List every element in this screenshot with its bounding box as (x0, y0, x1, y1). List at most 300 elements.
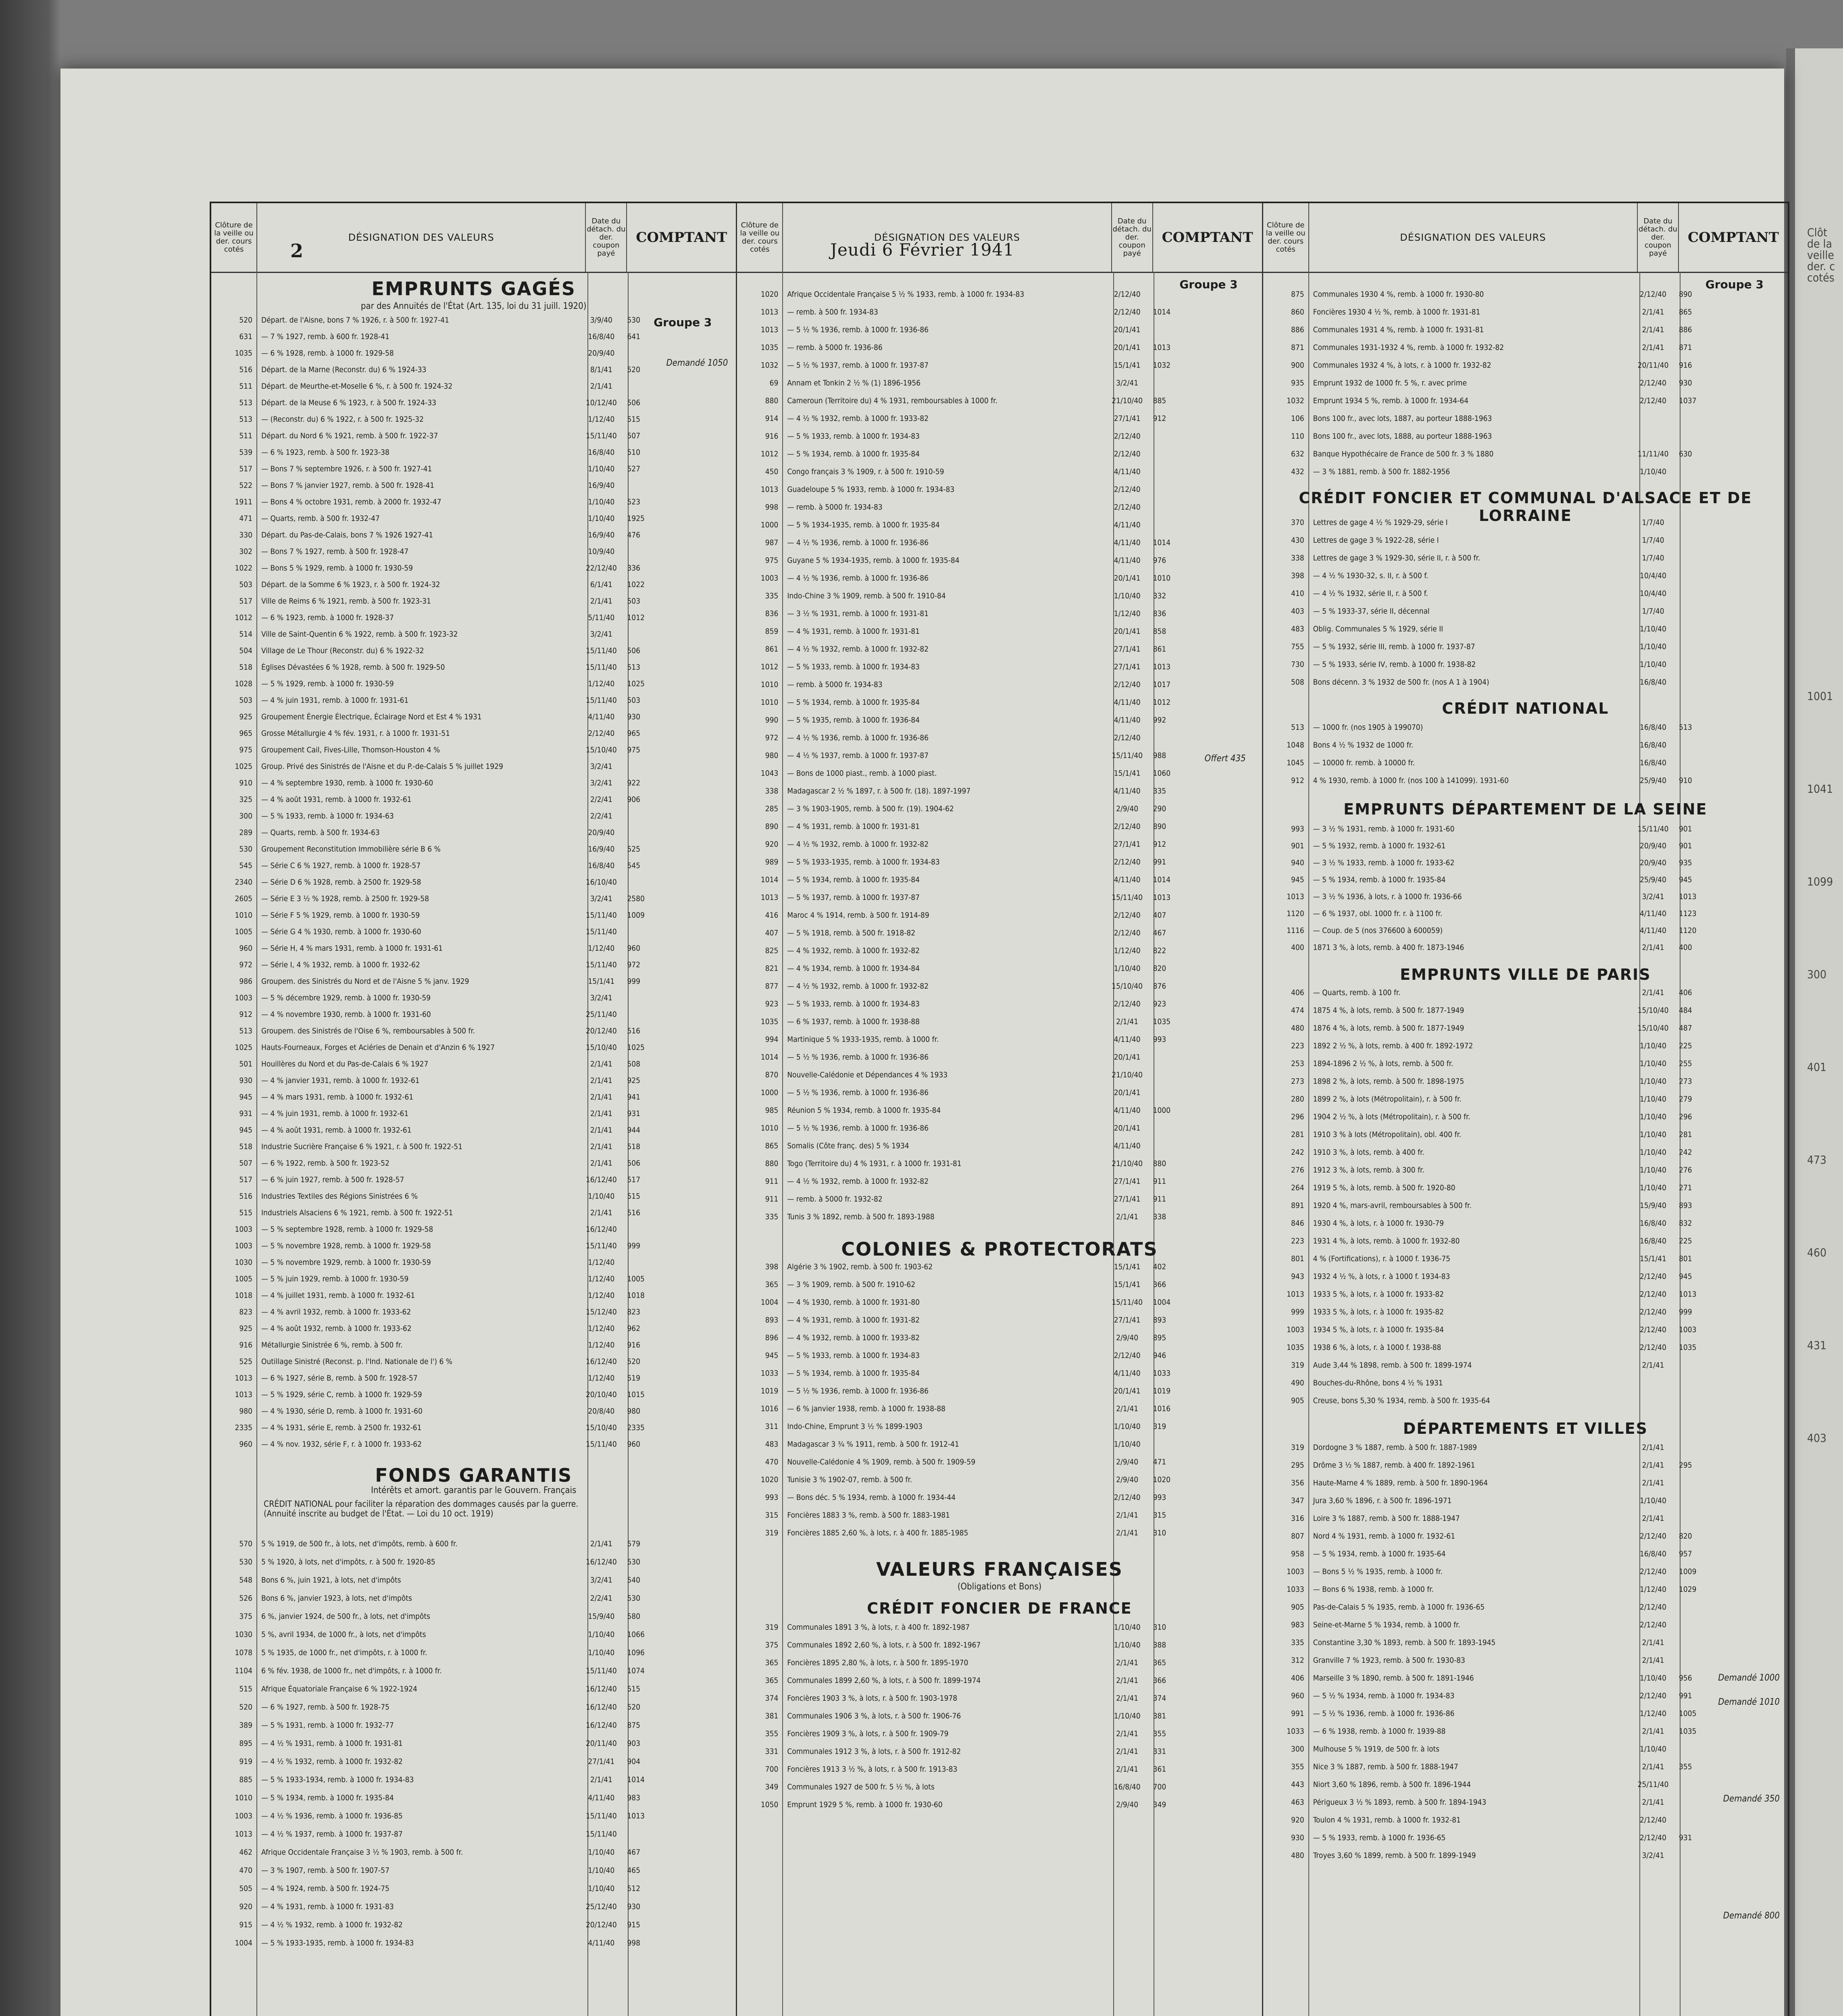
coupon-date: 27/1/41 (588, 1757, 615, 1766)
table-row (737, 1529, 1262, 1537)
cash-price: 801 (1678, 1254, 1692, 1263)
previous-close: 530 (239, 845, 252, 854)
security-name: — 5 % 1929, série C, remb. à 1000 fr. 1929-59 (261, 1390, 422, 1399)
previous-close: 1010 (235, 1793, 252, 1802)
column-3 (1263, 203, 1788, 2016)
previous-close: 349 (765, 1783, 779, 1791)
coupon-date: 25/12/40 (585, 1902, 617, 1911)
table-row (211, 646, 736, 655)
security-name: — 4 ½ % 1936, remb. à 1000 fr. 1936-86 (787, 574, 929, 583)
previous-close: 920 (239, 1902, 252, 1911)
previous-close: 930 (1291, 1833, 1304, 1842)
table-row (737, 1783, 1262, 1791)
cash-price: 901 (1678, 841, 1692, 850)
coupon-date: 2/1/41 (1116, 1765, 1139, 1774)
coupon-date: 2/12/40 (1114, 290, 1141, 299)
previous-close: 514 (239, 630, 252, 639)
coupon-date: 1/12/40 (1114, 609, 1141, 618)
coupon-date: 2/1/41 (1116, 1676, 1139, 1685)
previous-close: 300 (1291, 1745, 1304, 1754)
table-row (1263, 758, 1788, 767)
table-row (737, 503, 1262, 512)
security-name: Bons 6 %, janvier 1923, à lots, net d'impôts (261, 1594, 412, 1603)
cash-price: 1015 (627, 1390, 645, 1399)
table-row (1263, 1343, 1788, 1352)
credit-national-note: CRÉDIT NATIONAL pour faciliter la réparation des dommages causés par la guerre. (Annuité inscrite au budget de l'État. — Loi du 10 oct. 1919) (264, 1499, 579, 1518)
demand-note: Demandé 1010 (1718, 1697, 1780, 1707)
coupon-date: 2/2/41 (590, 795, 612, 804)
table-row (737, 858, 1262, 866)
table-row (737, 1712, 1262, 1720)
table-row (1263, 1254, 1788, 1263)
previous-close: 264 (1291, 1183, 1304, 1192)
security-name: Indo-Chine, Emprunt 3 ½ % 1899-1903 (787, 1422, 923, 1431)
section-subtitle: Intérêts et amort. garantis par le Gouvern. Français (371, 1485, 577, 1495)
security-name: — 4 % 1924, remb. à 500 fr. 1924-75 (261, 1884, 389, 1893)
security-name: — 4 % mars 1931, remb. à 1000 fr. 1932-61 (261, 1093, 414, 1102)
table-row (1263, 325, 1788, 334)
security-name: — 5 % 1933, remb. à 1000 fr. 1934-83 (787, 432, 920, 441)
coupon-date: 2/12/40 (1640, 1308, 1666, 1316)
security-name: — 4 ½ % 1936, remb. à 1000 fr. 1936-86 (787, 733, 929, 742)
security-name: Madagascar 2 ½ % 1897, r. à 500 fr. (18). 1897-1997 (787, 787, 971, 796)
table-row (211, 878, 736, 887)
table-row (211, 696, 736, 705)
coupon-date: 16/8/40 (1114, 1783, 1141, 1791)
coupon-date: 4/11/40 (1114, 467, 1141, 476)
previous-close: 1050 (760, 1800, 779, 1809)
coupon-date: 1/7/40 (1642, 607, 1664, 616)
coupon-date: 2/2/41 (590, 812, 612, 821)
table-row (211, 382, 736, 391)
security-name: 1932 4 ½ %, à lots, r. à 1000 f. 1934-83 (1313, 1272, 1450, 1281)
coupon-date: 2/12/40 (1640, 1567, 1666, 1576)
cash-price: 861 (1153, 645, 1166, 654)
demand-note: Demandé 350 (1723, 1794, 1780, 1804)
security-name: Communales 1899 2,60 %, à lots, r. à 500 fr. 1899-1974 (787, 1676, 981, 1685)
table-row (737, 1765, 1262, 1774)
security-name: — 5 % 1935, remb. à 1000 fr. 1936-84 (787, 716, 920, 725)
security-name: — remb. à 500 fr. 1934-83 (787, 308, 878, 317)
coupon-date: 1/12/40 (588, 679, 615, 688)
section-title: EMPRUNTS DÉPARTEMENT DE LA SEINE (1343, 800, 1708, 818)
coupon-date: 3/2/41 (590, 779, 612, 787)
table-row (1263, 1709, 1788, 1718)
security-name: — 6 % 1937, remb. à 1000 fr. 1938-88 (787, 1017, 920, 1026)
coupon-date: 2/12/40 (1640, 290, 1666, 299)
table-row (737, 627, 1262, 636)
security-name: Afrique Occidentale Française 3 ½ % 1903, remb. à 500 fr. (261, 1848, 463, 1857)
previous-close: 406 (1291, 988, 1304, 997)
security-name: Niort 3,60 % 1896, remb. à 500 fr. 1896-1944 (1313, 1780, 1471, 1789)
coupon-date: 11/11/40 (1637, 450, 1669, 458)
column-content (211, 278, 736, 2016)
table-row (1263, 536, 1788, 545)
previous-close: 365 (765, 1280, 779, 1289)
previous-close: 319 (765, 1623, 779, 1632)
security-name: Communales 1930 4 %, remb. à 1000 fr. 1930-80 (1313, 290, 1484, 299)
table-row (1263, 1308, 1788, 1316)
previous-close: 1911 (235, 498, 252, 506)
coupon-date: 2/1/41 (590, 1076, 612, 1085)
previous-close: 319 (1291, 1361, 1304, 1370)
table-row (737, 1676, 1262, 1685)
previous-close: 631 (239, 332, 252, 341)
previous-close: 945 (765, 1351, 779, 1360)
previous-close: 990 (765, 716, 779, 725)
coupon-date: 1/10/40 (1640, 1041, 1666, 1050)
coupon-date: 15/11/40 (585, 1241, 617, 1250)
table-row (1263, 450, 1788, 458)
cash-price: 1004 (1153, 1298, 1171, 1307)
security-name: Loire 3 % 1887, remb. à 500 fr. 1888-1947 (1313, 1514, 1460, 1523)
security-name: Oblig. Communales 5 % 1929, série II (1313, 625, 1443, 633)
edge-fragment: 403 (1807, 1431, 1827, 1445)
security-name: — 4 % juin 1931, remb. à 1000 fr. 1931-61 (261, 696, 409, 705)
security-name: — Bons 5 ½ % 1935, remb. à 1000 fr. (1313, 1567, 1443, 1576)
cash-price: 956 (1678, 1674, 1692, 1683)
cash-price: 319 (1153, 1422, 1166, 1431)
security-name: Foncières 1909 3 %, à lots, r. à 500 fr. 1909-79 (787, 1729, 949, 1738)
table-row (211, 1027, 736, 1035)
security-name: — 4 ½ % 1932, série II, r. à 500 f. (1313, 589, 1428, 598)
coupon-date: 10/12/40 (585, 398, 617, 407)
security-name: Départ. de l'Aisne, bons 7 % 1926, r. à 500 fr. 1927-41 (261, 316, 449, 325)
table-row (1263, 1798, 1788, 1807)
table-row (211, 1685, 736, 1693)
security-name: Départ. du Pas-de-Calais, bons 7 % 1926 1927-41 (261, 531, 433, 539)
coupon-date: 2/12/40 (1114, 503, 1141, 512)
previous-close: 1004 (760, 1298, 779, 1307)
previous-close: 960 (239, 944, 252, 953)
coupon-date: 2/12/40 (1114, 1351, 1141, 1360)
table-row (211, 779, 736, 787)
cash-price: 998 (627, 1939, 640, 1947)
previous-close: 914 (765, 414, 779, 423)
coupon-date: 27/1/41 (1114, 662, 1141, 671)
previous-close: 875 (1291, 290, 1304, 299)
table-row (211, 1830, 736, 1839)
edge-fragment: 401 (1807, 1060, 1827, 1074)
cash-price: 865 (1678, 308, 1692, 317)
security-name: — 5 % 1932, remb. à 1000 fr. 1932-61 (1313, 841, 1446, 850)
coupon-date: 1/7/40 (1642, 536, 1664, 545)
edge-fragment: der. c (1807, 260, 1835, 273)
table-row (211, 679, 736, 688)
edge-fragment: Clôt (1807, 226, 1827, 239)
table-row (737, 1387, 1262, 1395)
security-name: — 6 % 1938, remb. à 1000 fr. 1939-88 (1313, 1727, 1446, 1736)
coupon-date: 2/1/41 (1642, 1656, 1664, 1665)
previous-close: 958 (1291, 1549, 1304, 1558)
cash-price: 875 (627, 1721, 640, 1730)
cash-price: 476 (627, 531, 640, 539)
security-name: Aude 3,44 % 1898, remb. à 500 fr. 1899-1974 (1313, 1361, 1472, 1370)
coupon-date: 4/11/40 (1114, 521, 1141, 529)
previous-close: 931 (239, 1109, 252, 1118)
coupon-date: 27/1/41 (1114, 414, 1141, 423)
table-row (211, 349, 736, 358)
cash-price (1673, 414, 1788, 423)
table-row (211, 531, 736, 539)
table-row (1263, 1024, 1788, 1033)
coupon-date: 15/1/41 (1114, 1262, 1141, 1271)
cash-price (1673, 1638, 1788, 1647)
coupon-date: 1/10/40 (1114, 1440, 1141, 1449)
table-row (211, 729, 736, 738)
cash-price (621, 878, 736, 887)
previous-close: 398 (765, 1262, 779, 1271)
previous-close: 1003 (235, 1241, 252, 1250)
previous-close: 470 (239, 1866, 252, 1875)
table-row (737, 1212, 1262, 1221)
previous-close: 1030 (235, 1258, 252, 1267)
cash-price: 871 (1678, 343, 1692, 352)
coupon-date: 2/1/41 (1116, 1404, 1139, 1413)
previous-close: 1003 (235, 1225, 252, 1234)
cash-price (621, 349, 736, 358)
coupon-date: 2/12/40 (1640, 1532, 1666, 1541)
cash-price (1673, 625, 1788, 633)
coupon-date (1633, 1396, 1673, 1405)
security-name: — 6 % 1927, série B, remb. à 500 fr. 1928-57 (261, 1374, 418, 1383)
edge-fragment: 460 (1807, 1246, 1827, 1259)
coupon-date: 20/1/41 (1114, 1387, 1141, 1395)
cash-price: 336 (627, 564, 640, 573)
coupon-date: 4/11/40 (1114, 1369, 1141, 1378)
previous-close: 505 (239, 1884, 252, 1893)
coupon-date: 2/12/40 (1640, 1620, 1666, 1629)
coupon-date: 1/10/40 (588, 514, 615, 523)
cash-price: 506 (627, 398, 640, 407)
security-name: — 4 ½ % 1932, remb. à 1000 fr. 1932-82 (787, 982, 929, 991)
cash-price: 1013 (1153, 893, 1171, 902)
security-name: — Série I, 4 % 1932, remb. à 1000 fr. 1932-62 (261, 960, 420, 969)
cash-price: 1120 (1678, 926, 1697, 935)
cash-price: 279 (1678, 1095, 1692, 1104)
cash-price: 510 (627, 448, 640, 457)
cash-price: 1037 (1678, 396, 1697, 405)
table-row (1263, 1237, 1788, 1245)
cash-price: 579 (627, 1539, 640, 1548)
previous-close: 1003 (1287, 1325, 1304, 1334)
table-row (211, 1939, 736, 1947)
security-name: — 5 ½ % 1936, remb. à 1000 fr. 1936-86 (787, 1088, 929, 1097)
previous-close: 539 (239, 448, 252, 457)
previous-close: 1013 (760, 893, 779, 902)
coupon-date: 2/12/40 (1114, 1493, 1141, 1502)
security-name: Hauts-Fourneaux, Forges et Aciéries de Denain et d'Anzin 6 % 1927 (261, 1043, 495, 1052)
table-row (1263, 396, 1788, 405)
cash-price: 945 (1678, 875, 1692, 884)
table-row (737, 343, 1262, 352)
cash-price: 540 (627, 1576, 640, 1585)
security-name: Granville 7 % 1923, remb. à 500 fr. 1930-83 (1313, 1656, 1465, 1665)
cash-price: 922 (627, 779, 640, 787)
cash-price (1673, 1603, 1788, 1612)
table-row (737, 450, 1262, 458)
coupon-date: 15/11/40 (585, 646, 617, 655)
cash-price: 976 (1153, 556, 1166, 565)
cash-price: 545 (627, 861, 640, 870)
coupon-date: 1/12/40 (588, 415, 615, 424)
cash-price: 255 (1678, 1059, 1692, 1068)
cash-price: 903 (627, 1739, 640, 1748)
coupon-date: 21/10/40 (1112, 396, 1143, 405)
coupon-date: 16/8/40 (1640, 723, 1666, 732)
section-title: CRÉDIT NATIONAL (1442, 700, 1609, 717)
cash-price: 335 (1153, 787, 1166, 796)
coupon-date: 15/9/40 (1640, 1201, 1666, 1210)
cash-price (1147, 1124, 1262, 1133)
table-row (211, 431, 736, 440)
cash-price: 1020 (1153, 1475, 1171, 1484)
edge-fragment: 1099 (1807, 875, 1833, 888)
security-name: Jura 3,60 % 1896, r. à 500 fr. 1896-1971 (1313, 1496, 1452, 1505)
table-row (737, 521, 1262, 529)
previous-close: 1013 (235, 1374, 252, 1383)
previous-close: 1033 (1287, 1727, 1304, 1736)
coupon-date: 1/12/40 (1640, 1709, 1666, 1718)
coupon-date: 2/9/40 (1116, 804, 1139, 813)
table-row (211, 415, 736, 424)
header-detach: Date du détach. du der. coupon payé (1638, 203, 1679, 272)
offer-note: Offert 435 (1204, 754, 1246, 764)
coupon-date: 1/10/40 (1640, 642, 1666, 651)
coupon-date: 1/7/40 (1642, 554, 1664, 562)
table-row (211, 1126, 736, 1135)
previous-close: 507 (239, 1159, 252, 1168)
coupon-date: 16/12/40 (585, 1558, 617, 1566)
security-name: 1919 5 %, à lots, remb. à 500 fr. 1920-80 (1313, 1183, 1456, 1192)
coupon-date: 22/12/40 (585, 564, 617, 573)
cash-price (1673, 1379, 1788, 1387)
security-name: Indo-Chine 3 % 1909, remb. à 500 fr. 1910-84 (787, 591, 946, 600)
coupon-date: 2/1/41 (1642, 1727, 1664, 1736)
security-name: — 6 % juin 1927, remb. à 500 fr. 1928-57 (261, 1175, 404, 1184)
table-row (1263, 678, 1788, 687)
table-row (211, 1060, 736, 1068)
previous-close: 960 (1291, 1691, 1304, 1700)
cash-price (1673, 518, 1788, 527)
table-row (211, 1866, 736, 1875)
cash-price (1147, 432, 1262, 441)
table-row (211, 1324, 736, 1333)
table-row (1263, 858, 1788, 867)
previous-close: 912 (239, 1010, 252, 1019)
security-name: Métallurgie Sinistrée 6 %, remb. à 500 fr. (261, 1341, 403, 1350)
cash-price: 910 (1678, 776, 1692, 785)
coupon-date (1633, 1379, 1673, 1387)
cash-price (621, 1225, 736, 1234)
previous-close: 910 (239, 779, 252, 787)
coupon-date: 27/1/41 (1114, 840, 1141, 849)
table-row (737, 1017, 1262, 1026)
previous-close: 865 (765, 1141, 779, 1150)
previous-close: 1048 (1287, 741, 1304, 750)
table-row (211, 398, 736, 407)
coupon-date: 16/8/40 (1640, 758, 1666, 767)
coupon-date: 1/12/40 (588, 1374, 615, 1383)
security-name: — 5 % décembre 1929, remb. à 1000 fr. 1930-59 (261, 993, 431, 1002)
coupon-date: 25/11/40 (1637, 1780, 1669, 1789)
table-row (737, 538, 1262, 547)
coupon-date: 1/10/40 (1640, 625, 1666, 633)
security-name: — remb. à 5000 fr. 1934-83 (787, 680, 883, 689)
cash-price (1147, 1141, 1262, 1150)
previous-close: 526 (239, 1594, 252, 1603)
table-row (1263, 1361, 1788, 1370)
previous-close: 871 (1291, 343, 1304, 352)
coupon-date: 16/9/40 (588, 481, 615, 490)
security-name: Bouches-du-Rhône, bons 4 ½ % 1931 (1313, 1379, 1443, 1387)
coupon-date: 1/10/40 (588, 1648, 615, 1657)
cash-price: 281 (1678, 1130, 1692, 1139)
security-name: Martinique 5 % 1933-1935, remb. à 1000 fr. (787, 1035, 939, 1044)
table-row (211, 514, 736, 523)
cash-price (1673, 678, 1788, 687)
table-row (737, 769, 1262, 778)
edge-fragment: 1001 (1807, 689, 1833, 703)
security-name: Seine-et-Marne 5 % 1934, remb. à 1000 fr. (1313, 1620, 1460, 1629)
previous-close: 885 (239, 1775, 252, 1784)
security-name: 1910 3 % à lots (Métropolitain), obl. 400 fr. (1313, 1130, 1462, 1139)
table-row (211, 828, 736, 837)
coupon-date: 15/10/40 (1637, 1024, 1669, 1033)
security-name: 6 %, janvier 1924, de 500 fr., à lots, net d'impôts (261, 1612, 430, 1621)
cash-price: 999 (627, 977, 640, 986)
coupon-date: 15/11/40 (585, 927, 617, 936)
table-row (211, 1308, 736, 1316)
coupon-date: 15/11/40 (585, 1830, 617, 1839)
table-row (1263, 1691, 1788, 1700)
cash-price: 242 (1678, 1148, 1692, 1157)
security-name: — 4 ½ % 1932, remb. à 1000 fr. 1933-82 (787, 414, 929, 423)
previous-close: 295 (1291, 1461, 1304, 1470)
coupon-date: 16/8/40 (1640, 1549, 1666, 1558)
coupon-date: 2/1/41 (1116, 1747, 1139, 1756)
cash-price: 957 (1678, 1549, 1692, 1558)
security-name: — 4 % 1931, remb. à 1000 fr. 1931-81 (787, 822, 920, 831)
security-name: — 5 % septembre 1928, remb. à 1000 fr. 1929-58 (261, 1225, 433, 1234)
previous-close: 483 (765, 1440, 779, 1449)
security-name: Communales 1931-1932 4 %, remb. à 1000 fr. 1932-82 (1313, 343, 1504, 352)
security-name: Communales 1931 4 %, remb. à 1000 fr. 1931-81 (1313, 325, 1484, 334)
previous-close: 975 (765, 556, 779, 565)
coupon-date: 3/2/41 (590, 762, 612, 771)
security-name: Groupem. des Sinistrés de l'Oise 6 %, remboursables à 500 fr. (261, 1027, 475, 1035)
table-row (737, 432, 1262, 441)
cash-price: 945 (1678, 1272, 1692, 1281)
security-name: Bons 100 fr., avec lots, 1888, au porteur 1888-1963 (1313, 432, 1492, 441)
coupon-date: 25/11/40 (585, 1010, 617, 1019)
cash-price: 506 (627, 646, 640, 655)
previous-close: 281 (1291, 1130, 1304, 1139)
cash-price: 890 (1153, 822, 1166, 831)
security-name: — Bons 7 % septembre 1926, r. à 500 fr. 1927-41 (261, 464, 432, 473)
security-name: 1930 4 %, à lots, r. à 1000 fr. 1930-79 (1313, 1219, 1444, 1228)
previous-close: 319 (765, 1529, 779, 1537)
coupon-date: 20/11/40 (585, 1739, 617, 1748)
cash-price: 1014 (627, 1775, 645, 1784)
previous-close: 474 (1291, 1006, 1304, 1015)
security-name: Départ. de la Somme 6 % 1923, r. à 500 fr. 1924-32 (261, 580, 440, 589)
table-row (737, 822, 1262, 831)
security-name: — 6 % 1928, remb. à 1000 fr. 1929-58 (261, 349, 394, 358)
coupon-date: 15/10/40 (585, 746, 617, 754)
cash-price: 315 (1153, 1511, 1166, 1520)
table-row (737, 982, 1262, 991)
